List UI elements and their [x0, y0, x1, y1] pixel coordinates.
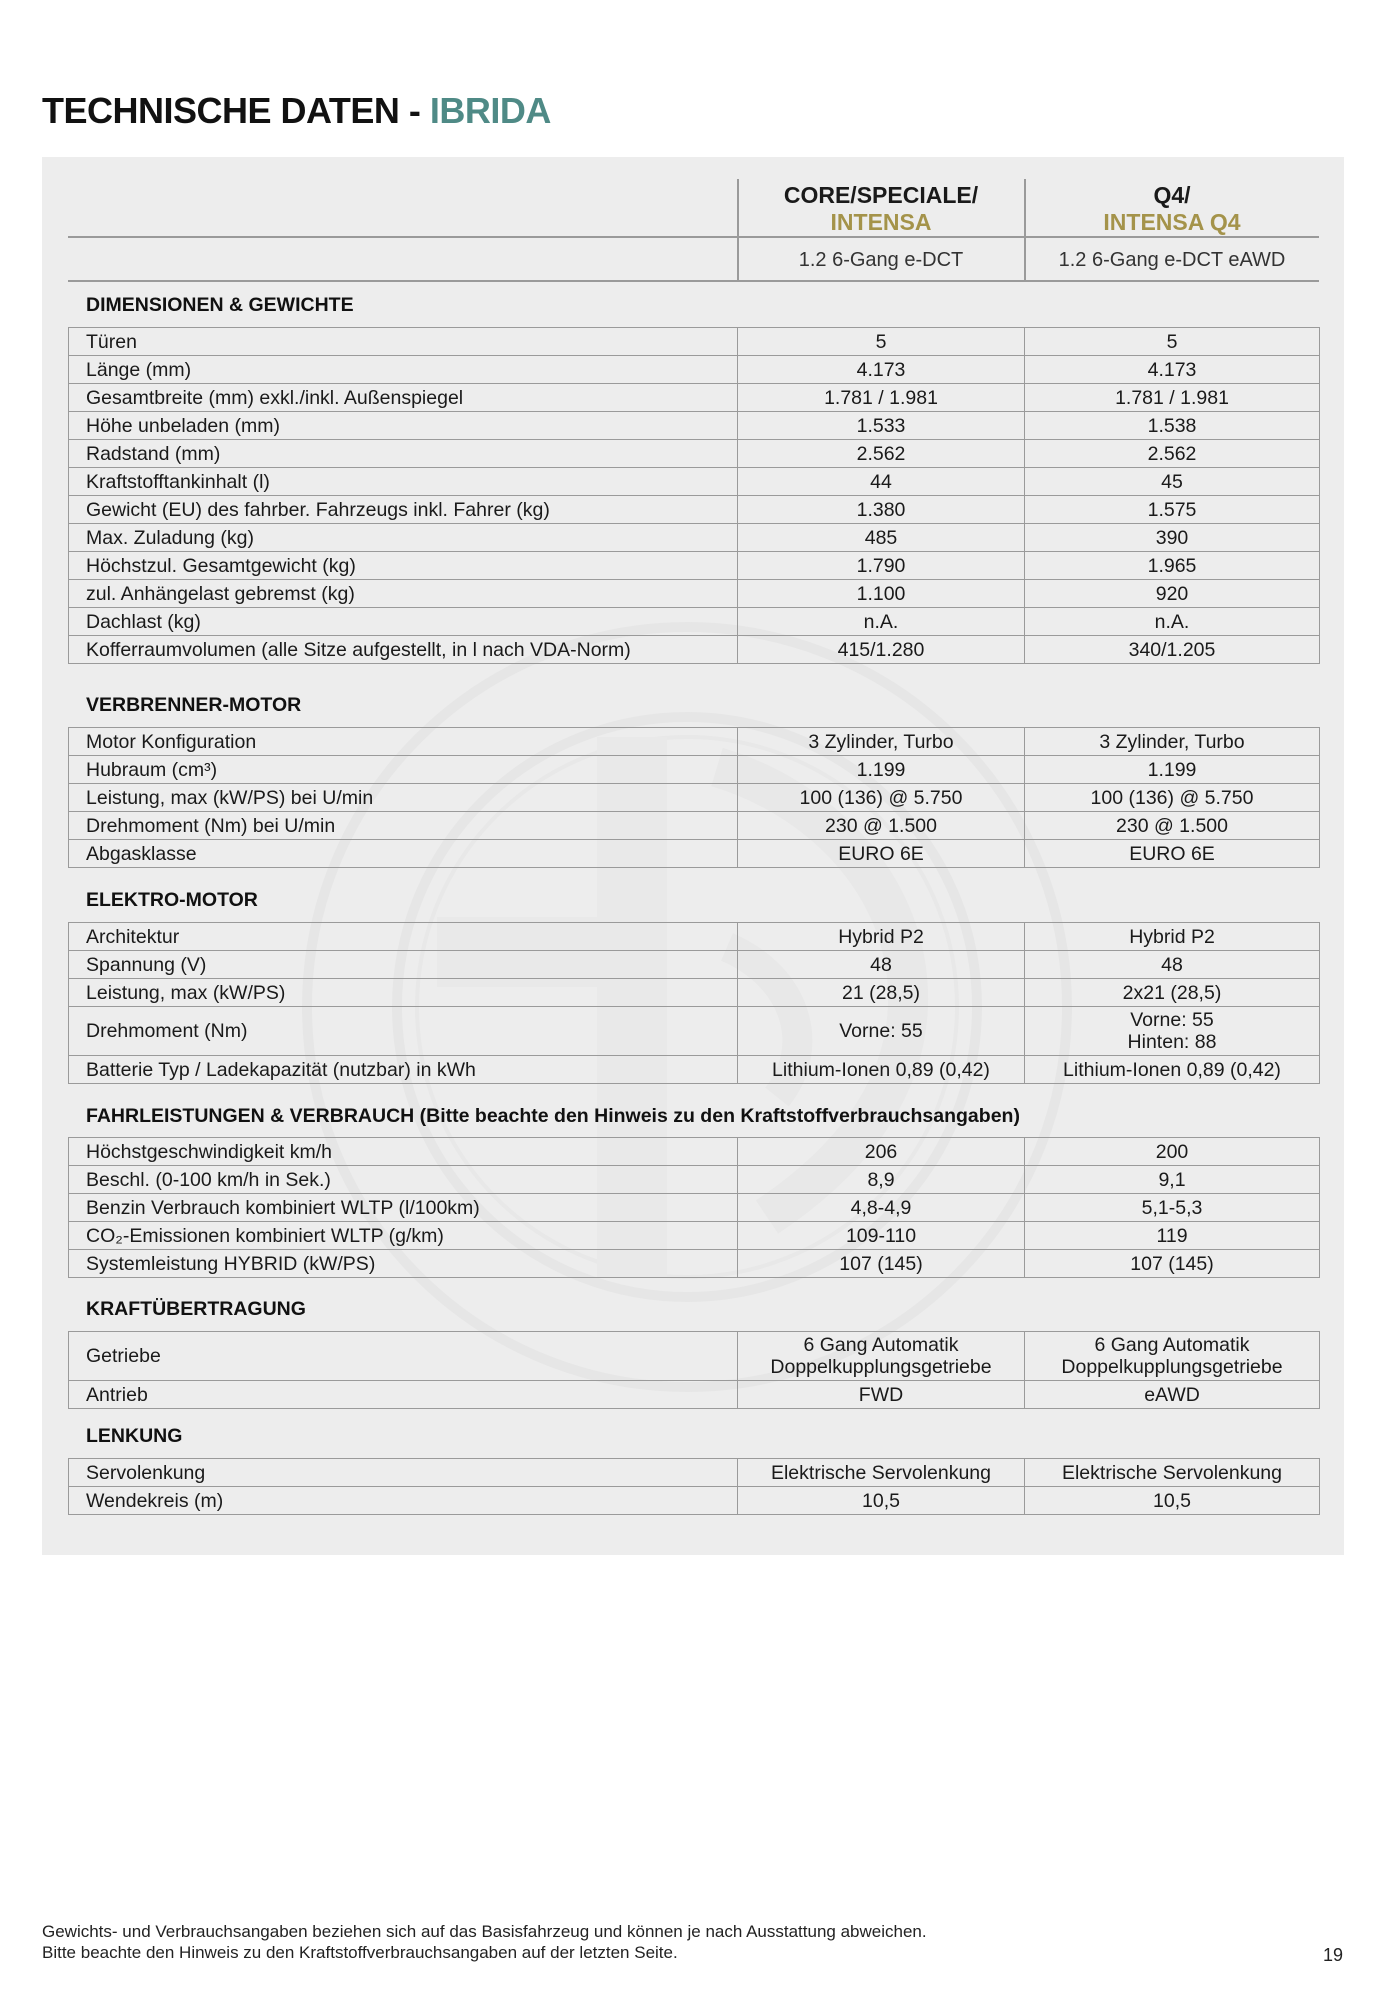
column-header-q4: [1025, 182, 1319, 236]
table-body: [69, 1459, 1320, 1515]
value-core: 415/1.280: [738, 636, 1025, 664]
value-core: 230 @ 1.500: [738, 812, 1025, 840]
table-row: [69, 1194, 1320, 1222]
table-row: [69, 328, 1320, 356]
table-body: [69, 1332, 1320, 1409]
value-q4: 3 Zylinder, Turbo: [1025, 728, 1320, 756]
value-q4: 1.538: [1025, 412, 1320, 440]
table-row: [69, 1056, 1320, 1084]
value-q4: 10,5: [1025, 1487, 1320, 1515]
header-rule: [68, 236, 1319, 238]
table-electric: [68, 922, 1320, 1084]
value-q4: 45: [1025, 468, 1320, 496]
value-core: Lithium-Ionen 0,89 (0,42): [738, 1056, 1025, 1084]
value-q4: n.A.: [1025, 608, 1320, 636]
table-row: [69, 384, 1320, 412]
table-row: [69, 840, 1320, 868]
table-row: [69, 468, 1320, 496]
row-label: Abgasklasse: [69, 840, 738, 868]
table-row: [69, 1138, 1320, 1166]
row-label: Drehmoment (Nm) bei U/min: [69, 812, 738, 840]
value-q4: 5: [1025, 328, 1320, 356]
table-row: [69, 356, 1320, 384]
table-row: [69, 552, 1320, 580]
row-label: Servolenkung: [69, 1459, 738, 1487]
column-sub-q4: 1.2 6-Gang e-DCT eAWD: [1058, 249, 1286, 271]
table-dimensions: [68, 327, 1320, 664]
value-q4: 390: [1025, 524, 1320, 552]
table-row: [69, 580, 1320, 608]
column-header-core-line1: CORE/SPECIALE/: [783, 182, 979, 208]
row-label: Radstand (mm): [69, 440, 738, 468]
value-q4: 1.199: [1025, 756, 1320, 784]
row-label: Motor Konfiguration: [69, 728, 738, 756]
row-label: CO₂-Emissionen kombiniert WLTP (g/km): [69, 1222, 738, 1250]
row-label: Höhe unbeladen (mm): [69, 412, 738, 440]
table-row: [69, 1332, 1320, 1381]
value-q4: eAWD: [1025, 1381, 1320, 1409]
value-q4: 9,1: [1025, 1166, 1320, 1194]
row-label: Benzin Verbrauch kombiniert WLTP (l/100km): [69, 1194, 738, 1222]
row-label: Getriebe: [69, 1332, 738, 1381]
section-heading-dimensions: DIMENSIONEN & GEWICHTE: [86, 294, 354, 316]
value-q4: EURO 6E: [1025, 840, 1320, 868]
row-label: Spannung (V): [69, 951, 738, 979]
row-label: Beschl. (0-100 km/h in Sek.): [69, 1166, 738, 1194]
value-q4: 1.965: [1025, 552, 1320, 580]
value-q4: 230 @ 1.500: [1025, 812, 1320, 840]
value-core: 48: [738, 951, 1025, 979]
row-label: Höchstgeschwindigkeit km/h: [69, 1138, 738, 1166]
table-row: [69, 756, 1320, 784]
value-q4: 48: [1025, 951, 1320, 979]
table-engine: [68, 727, 1320, 868]
value-q4: 200: [1025, 1138, 1320, 1166]
row-label: Gesamtbreite (mm) exkl./inkl. Außenspiegel: [69, 384, 738, 412]
value-core: 206: [738, 1138, 1025, 1166]
row-label: Länge (mm): [69, 356, 738, 384]
table-body: [69, 328, 1320, 664]
value-core: 10,5: [738, 1487, 1025, 1515]
value-core: n.A.: [738, 608, 1025, 636]
row-label: Systemleistung HYBRID (kW/PS): [69, 1250, 738, 1278]
table-row: [69, 812, 1320, 840]
column-header-core: [738, 182, 1024, 236]
value-q4: Vorne: 55 Hinten: 88: [1025, 1007, 1320, 1056]
table-row: [69, 412, 1320, 440]
value-q4: 100 (136) @ 5.750: [1025, 784, 1320, 812]
table-row: [69, 1459, 1320, 1487]
value-q4: 2.562: [1025, 440, 1320, 468]
table-row: [69, 784, 1320, 812]
value-core: 3 Zylinder, Turbo: [738, 728, 1025, 756]
table-row: [69, 951, 1320, 979]
footnote-2: Bitte beachte den Hinweis zu den Kraftstoffverbrauchsangaben auf der letzten Seite.: [42, 1943, 678, 1962]
value-q4: Hybrid P2: [1025, 923, 1320, 951]
row-label: Türen: [69, 328, 738, 356]
value-core: 100 (136) @ 5.750: [738, 784, 1025, 812]
table-row: [69, 636, 1320, 664]
column-header-core-line2: INTENSA: [830, 209, 932, 235]
row-label: Höchstzul. Gesamtgewicht (kg): [69, 552, 738, 580]
value-core: Elektrische Servolenkung: [738, 1459, 1025, 1487]
table-row: [69, 979, 1320, 1007]
value-core: Hybrid P2: [738, 923, 1025, 951]
table-row: [69, 440, 1320, 468]
value-q4: 4.173: [1025, 356, 1320, 384]
table-row: [69, 1381, 1320, 1409]
row-label: Wendekreis (m): [69, 1487, 738, 1515]
row-label: Dachlast (kg): [69, 608, 738, 636]
value-core: 6 Gang Automatik Doppelkupplungsgetriebe: [738, 1332, 1025, 1381]
value-core: 21 (28,5): [738, 979, 1025, 1007]
title-main: TECHNISCHE DATEN -: [42, 90, 430, 131]
value-q4: Elektrische Servolenkung: [1025, 1459, 1320, 1487]
value-core: 4.173: [738, 356, 1025, 384]
value-q4: 119: [1025, 1222, 1320, 1250]
table-row: [69, 923, 1320, 951]
value-core: 109-110: [738, 1222, 1025, 1250]
table-row: [69, 1007, 1320, 1056]
footnote-1: Gewichts- und Verbrauchsangaben beziehen sich auf das Basisfahrzeug und können je nach Ausstattung abweichen.: [42, 1922, 927, 1941]
row-label: Antrieb: [69, 1381, 738, 1409]
table-row: [69, 608, 1320, 636]
value-q4: 5,1-5,3: [1025, 1194, 1320, 1222]
table-body: [69, 923, 1320, 1084]
table-row: [69, 1250, 1320, 1278]
value-core: EURO 6E: [738, 840, 1025, 868]
table-body: [69, 1138, 1320, 1278]
value-core: 1.380: [738, 496, 1025, 524]
value-core: 485: [738, 524, 1025, 552]
table-steering: [68, 1458, 1320, 1515]
row-label: Batterie Typ / Ladekapazität (nutzbar) in kWh: [69, 1056, 738, 1084]
value-q4: 2x21 (28,5): [1025, 979, 1320, 1007]
value-core: 1.790: [738, 552, 1025, 580]
table-row: [69, 1487, 1320, 1515]
column-sub-core: 1.2 6-Gang e-DCT: [798, 249, 964, 271]
section-heading-engine: VERBRENNER-MOTOR: [86, 694, 302, 716]
table-row: [69, 1222, 1320, 1250]
row-label: Kofferraumvolumen (alle Sitze aufgestellt, in l nach VDA-Norm): [69, 636, 738, 664]
value-core: 5: [738, 328, 1025, 356]
row-label: Gewicht (EU) des fahrber. Fahrzeugs inkl. Fahrer (kg): [69, 496, 738, 524]
table-body: [69, 728, 1320, 868]
section-heading-steering: LENKUNG: [86, 1425, 183, 1447]
value-core: 2.562: [738, 440, 1025, 468]
section-heading-transmission: KRAFTÜBERTRAGUNG: [86, 1298, 306, 1320]
value-core: 44: [738, 468, 1025, 496]
table-performance: [68, 1137, 1320, 1278]
value-q4: 1.781 / 1.981: [1025, 384, 1320, 412]
value-core: 8,9: [738, 1166, 1025, 1194]
page-title: [42, 90, 551, 132]
value-core: FWD: [738, 1381, 1025, 1409]
value-core: 1.100: [738, 580, 1025, 608]
table-row: [69, 1166, 1320, 1194]
row-label: Drehmoment (Nm): [69, 1007, 738, 1056]
value-q4: 1.575: [1025, 496, 1320, 524]
value-q4: 6 Gang Automatik Doppelkupplungsgetriebe: [1025, 1332, 1320, 1381]
table-row: [69, 524, 1320, 552]
table-transmission: [68, 1331, 1320, 1409]
row-label: Kraftstofftankinhalt (l): [69, 468, 738, 496]
value-q4: Lithium-Ionen 0,89 (0,42): [1025, 1056, 1320, 1084]
page-number: 19: [1322, 1945, 1343, 1965]
table-row: [69, 728, 1320, 756]
value-core: 1.781 / 1.981: [738, 384, 1025, 412]
header-bottom-rule: [68, 280, 1319, 282]
row-label: Leistung, max (kW/PS): [69, 979, 738, 1007]
row-label: zul. Anhängelast gebremst (kg): [69, 580, 738, 608]
value-core: 4,8-4,9: [738, 1194, 1025, 1222]
row-label: Max. Zuladung (kg): [69, 524, 738, 552]
column-header-q4-line1: Q4/: [1153, 182, 1191, 208]
row-label: Hubraum (cm³): [69, 756, 738, 784]
column-header-q4-line2: INTENSA Q4: [1103, 209, 1241, 235]
value-q4: 920: [1025, 580, 1320, 608]
value-q4: 340/1.205: [1025, 636, 1320, 664]
value-q4: 107 (145): [1025, 1250, 1320, 1278]
value-core: 1.533: [738, 412, 1025, 440]
value-core: Vorne: 55: [738, 1007, 1025, 1056]
section-heading-performance: FAHRLEISTUNGEN & VERBRAUCH (Bitte beachte den Hinweis zu den Kraftstoffverbrauchsangaben): [86, 1105, 1020, 1127]
value-core: 107 (145): [738, 1250, 1025, 1278]
value-core: 1.199: [738, 756, 1025, 784]
table-row: [69, 496, 1320, 524]
row-label: Leistung, max (kW/PS) bei U/min: [69, 784, 738, 812]
row-label: Architektur: [69, 923, 738, 951]
section-heading-electric: ELEKTRO-MOTOR: [86, 889, 258, 911]
title-accent: IBRIDA: [429, 90, 551, 131]
